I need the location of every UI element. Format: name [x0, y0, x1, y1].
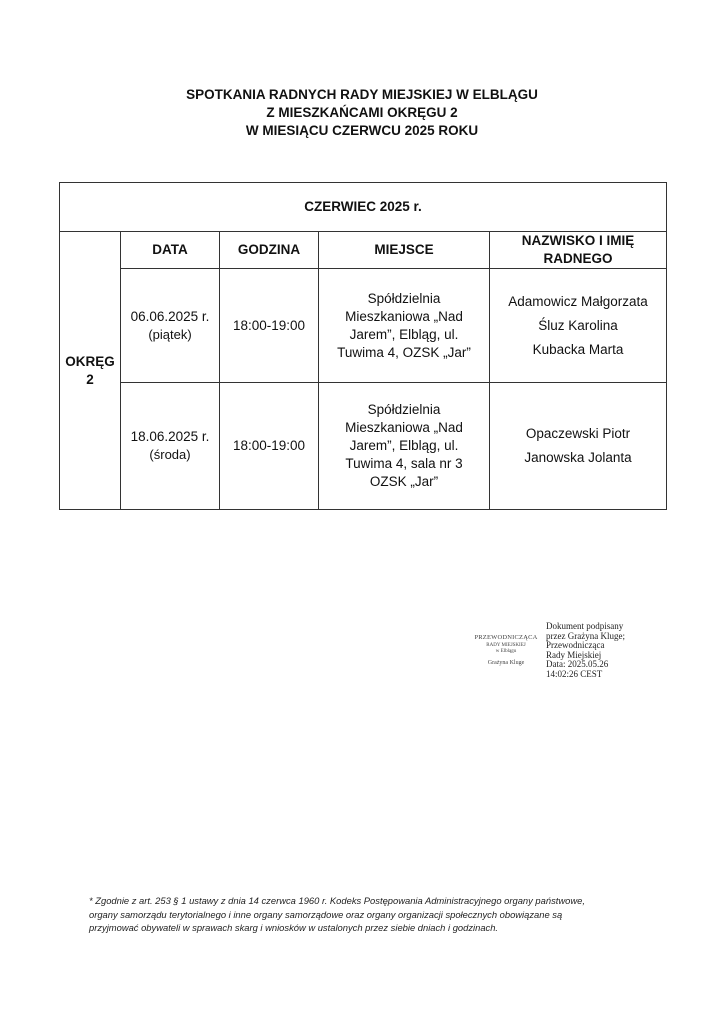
column-header-time: GODZINA — [220, 232, 319, 269]
signature-line: Rady Miejskiej — [546, 649, 602, 660]
place-line: Jarem”, Elbląg, ul. — [349, 438, 459, 453]
stamp-line-4: Grażyna Kluge — [487, 660, 525, 666]
signature-details — [546, 622, 666, 680]
district-number: 2 — [86, 371, 94, 387]
place-line: Jarem”, Elbląg, ul. — [349, 326, 459, 342]
title-line-1: SPOTKANIA RADNYCH RADY MIEJSKIEJ W ELBLĄGU — [186, 87, 538, 102]
table-row — [60, 383, 667, 510]
district-label: OKRĘG — [65, 353, 115, 369]
place-cell — [319, 383, 490, 510]
column-header-name — [490, 232, 667, 269]
signature-line: Data: 2025.05.26 — [546, 659, 609, 670]
footnote-line-3: przyjmować obywateli w sprawach skarg i wniosków w ustalonych przez siebie dniach i godzinach. — [89, 922, 499, 933]
weekday-value: (piątek) — [148, 326, 192, 342]
signature-line: Przewodnicząca — [546, 640, 605, 651]
names-cell — [490, 269, 667, 383]
place-line: OZSK „Jar” — [369, 474, 439, 489]
month-header: CZERWIEC 2025 r. — [60, 183, 667, 232]
signature-line: Dokument podpisany — [546, 621, 624, 631]
councillor-name: Adamowicz Małgorzata — [508, 293, 648, 309]
councillor-name: Opaczewski Piotr — [525, 426, 631, 441]
meetings-table — [59, 182, 667, 510]
place-line: Mieszkaniowa „Nad — [345, 420, 463, 435]
signature-stamp — [468, 634, 544, 666]
title-line-2: Z MIESZKAŃCAMI OKRĘGU 2 — [266, 105, 458, 120]
councillor-name: Śluz Karolina — [538, 317, 618, 333]
column-header-name-line1: NAZWISKO I IMIĘ — [521, 233, 635, 248]
time-cell: 18:00-19:00 — [220, 383, 319, 510]
signature-line: przez Grażyna Kluge; — [546, 630, 625, 641]
date-value: 18.06.2025 r. — [130, 429, 210, 444]
column-header-date: DATA — [121, 232, 220, 269]
title-line-3: W MIESIĄCU CZERWCU 2025 ROKU — [245, 123, 479, 138]
stamp-line-3: w Elblągu — [495, 649, 517, 654]
document-title — [0, 86, 724, 140]
place-line: Mieszkaniowa „Nad — [345, 308, 463, 324]
names-cell — [490, 383, 667, 510]
weekday-value: (środa) — [149, 447, 191, 462]
councillor-name: Kubacka Marta — [532, 341, 624, 357]
place-line: Tuwima 4, sala nr 3 — [345, 456, 463, 471]
time-cell: 18:00-19:00 — [220, 269, 319, 383]
date-cell — [121, 269, 220, 383]
district-cell — [60, 232, 121, 510]
councillor-name: Janowska Jolanta — [524, 450, 632, 465]
footnote-line-2: organy samorządu terytorialnego i inne organy samorządowe oraz organy organizacji społecznych obowiązane są — [89, 908, 563, 920]
electronic-signature — [468, 622, 668, 692]
footnote-line-1: * Zgodnie z art. 253 § 1 ustawy z dnia 14 czerwca 1960 r. Kodeks Postępowania Administracyjnego organy państwowe, — [89, 895, 585, 906]
place-line: Spółdzielnia — [367, 402, 441, 417]
place-line: Tuwima 4, OZSK „Jar” — [337, 344, 471, 360]
date-cell — [121, 383, 220, 510]
place-line: Spółdzielnia — [367, 290, 441, 306]
column-header-place: MIEJSCE — [319, 232, 490, 269]
date-value: 06.06.2025 r. — [130, 308, 210, 324]
stamp-line-1: PRZEWODNICZĄCA — [474, 634, 538, 641]
table-row — [60, 269, 667, 383]
stamp-line-2: RADY MIEJSKIEJ — [486, 643, 526, 648]
column-header-name-line2: RADNEGO — [543, 251, 613, 266]
signature-line: 14:02:26 CEST — [546, 668, 603, 679]
place-cell — [319, 269, 490, 383]
footnote — [89, 894, 649, 935]
